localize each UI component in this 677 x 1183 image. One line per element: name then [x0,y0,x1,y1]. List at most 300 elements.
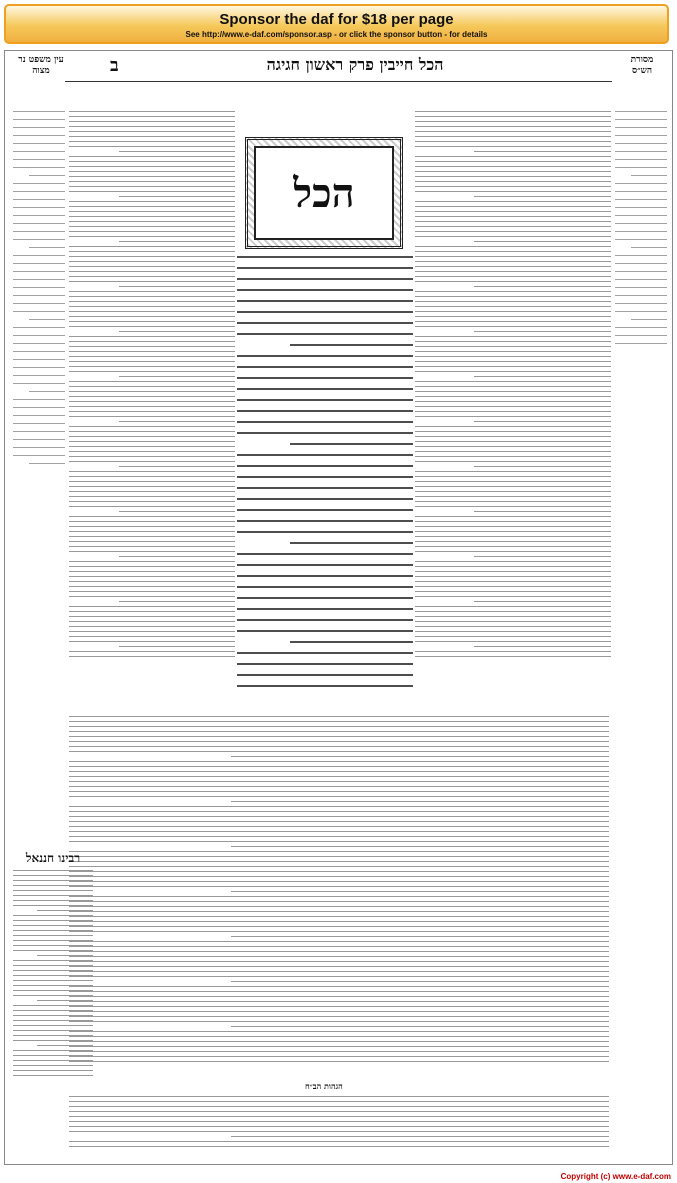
text-line [13,930,93,931]
text-line [13,1055,93,1056]
text-line [615,263,667,264]
text-line [415,406,611,407]
text-line [415,146,611,147]
text-line [415,276,611,277]
text-line [69,641,235,642]
text-line [69,291,235,292]
text-line [615,183,667,184]
text-line [415,411,611,412]
text-line [69,726,609,727]
text-line [415,616,611,617]
text-line [237,685,413,687]
text-line [69,251,235,252]
text-line [415,481,611,482]
text-line [69,381,235,382]
tosafot-column [69,111,235,709]
text-line [415,516,611,517]
text-line [615,127,667,128]
text-line [615,191,667,192]
text-line [13,975,93,976]
text-line [69,731,609,732]
text-line [69,471,235,472]
text-line [69,776,609,777]
text-line [69,651,235,652]
text-line [237,267,413,269]
text-line [415,531,611,532]
text-line [13,335,65,336]
text-line [13,191,65,192]
text-line [237,476,413,478]
text-line [415,216,611,217]
text-line [69,431,235,432]
text-line [13,965,93,966]
text-line [13,359,65,360]
text-line [119,511,235,512]
text-line [415,611,611,612]
text-line [69,281,235,282]
text-line [69,311,235,312]
text-line [615,167,667,168]
text-line [615,295,667,296]
text-line [119,646,235,647]
text-line [69,366,235,367]
text-line [69,481,235,482]
text-line [69,171,235,172]
text-line [615,215,667,216]
text-line [69,781,609,782]
folio-letter: ב [110,55,119,76]
text-line [69,166,235,167]
text-line [69,616,235,617]
text-line [615,119,667,120]
text-line [237,421,413,423]
text-line [13,239,65,240]
text-line [13,890,93,891]
text-line [415,441,611,442]
text-line [69,736,609,737]
text-line [415,261,611,262]
text-line [415,631,611,632]
text-line [29,391,65,392]
text-line [69,351,235,352]
text-line [615,159,667,160]
hagahot-footnotes [69,1096,609,1156]
text-line [69,406,235,407]
text-line [13,439,65,440]
text-line [69,176,235,177]
text-line [415,256,611,257]
text-line [69,956,609,957]
text-line [415,346,611,347]
text-line [415,311,611,312]
text-line [415,636,611,637]
text-line [13,1015,93,1016]
text-line [415,181,611,182]
text-line [13,905,93,906]
text-line [69,521,235,522]
text-line [13,423,65,424]
text-line [13,1030,93,1031]
text-line [13,1020,93,1021]
text-line [69,576,235,577]
text-line [237,597,413,599]
text-line [415,626,611,627]
text-line [13,215,65,216]
text-line [69,476,235,477]
text-line [69,586,235,587]
text-line [13,431,65,432]
text-line [415,271,611,272]
text-line [231,1136,609,1137]
text-line [415,361,611,362]
text-line [69,316,235,317]
text-line [13,311,65,312]
text-line [69,326,235,327]
text-line [290,443,413,445]
text-line [415,436,611,437]
text-line [13,143,65,144]
text-line [13,980,93,981]
text-line [237,619,413,621]
text-line [615,223,667,224]
text-line [13,135,65,136]
text-line [415,431,611,432]
text-line [69,896,609,897]
text-line [69,921,609,922]
text-line [615,207,667,208]
text-line [415,536,611,537]
text-line [13,287,65,288]
text-line [13,159,65,160]
text-line [13,119,65,120]
text-line [69,206,235,207]
text-line [415,651,611,652]
text-line [69,1146,609,1147]
text-line [69,416,235,417]
text-line [69,786,609,787]
rabbenu-chananel-title: רבינו חננאל [25,851,81,865]
text-line [13,960,93,961]
sponsor-title: Sponsor the daf for $18 per page [219,11,454,28]
text-line [474,556,611,557]
text-line [13,880,93,881]
text-line [13,1035,93,1036]
text-line [415,356,611,357]
text-line [69,996,609,997]
text-line [237,278,413,280]
text-line [415,526,611,527]
text-line [69,851,609,852]
text-line [415,111,611,112]
text-line [631,247,667,248]
text-line [237,652,413,654]
sponsor-subtitle[interactable]: See http://www.e-daf.com/sponsor.asp - or click the sponsor button - for details [185,30,488,39]
text-line [69,606,235,607]
opening-word-box [245,137,403,249]
text-line [69,811,609,812]
text-line [69,271,235,272]
text-line [615,327,667,328]
text-line [69,336,235,337]
text-line [69,301,235,302]
text-line [237,498,413,500]
text-line [69,656,235,657]
text-line [69,136,235,137]
text-line [237,377,413,379]
text-line [415,621,611,622]
text-line [13,900,93,901]
text-line [69,186,235,187]
text-line [13,351,65,352]
talmud-page [4,50,673,1165]
text-line [69,191,235,192]
text-line [69,306,235,307]
text-line [69,411,235,412]
text-line [69,1016,609,1017]
text-line [69,826,609,827]
text-line [415,521,611,522]
text-line [615,311,667,312]
text-line [69,386,235,387]
text-line [69,426,235,427]
text-line [13,151,65,152]
text-line [69,941,609,942]
text-line [69,321,235,322]
text-line [69,501,235,502]
text-line [615,343,667,344]
text-line [415,291,611,292]
text-line [231,756,609,757]
text-line [13,415,65,416]
text-line [474,241,611,242]
text-line [13,255,65,256]
text-line [69,596,235,597]
text-line [631,175,667,176]
text-line [474,646,611,647]
text-line [415,336,611,337]
text-line [13,935,93,936]
text-line [615,143,667,144]
text-line [69,146,235,147]
text-line [415,156,611,157]
text-line [13,945,93,946]
text-line [415,416,611,417]
text-line [69,546,235,547]
text-line [69,1121,609,1122]
text-line [415,306,611,307]
text-line [415,191,611,192]
text-line [415,501,611,502]
text-line [237,333,413,335]
text-line [237,410,413,412]
text-line [13,183,65,184]
text-line [415,581,611,582]
text-line [69,436,235,437]
text-line [13,223,65,224]
text-line [415,131,611,132]
text-line [237,311,413,313]
text-line [13,447,65,448]
text-line [69,901,609,902]
text-line [69,831,609,832]
text-line [415,236,611,237]
text-line [69,526,235,527]
page-header-title: הכל חייבין פרק ראשון חגיגה [266,55,444,74]
text-line [69,971,609,972]
rashi-column [415,111,611,709]
text-line [13,870,93,871]
text-line [13,399,65,400]
text-line [415,426,611,427]
text-line [237,630,413,632]
text-line [69,361,235,362]
copyright-notice[interactable]: Copyright (c) www.e-daf.com [560,1172,671,1181]
text-line [415,596,611,597]
text-line [13,1075,93,1076]
text-line [415,491,611,492]
text-line [415,591,611,592]
text-line [69,1001,609,1002]
text-line [415,476,611,477]
text-line [69,626,235,627]
text-line [69,1101,609,1102]
text-line [69,1006,609,1007]
text-line [69,256,235,257]
text-line [13,940,93,941]
text-line [615,135,667,136]
text-line [415,461,611,462]
text-line [69,866,609,867]
text-line [69,741,609,742]
text-line [69,1096,609,1097]
text-line [69,156,235,157]
text-line [415,446,611,447]
text-line [119,556,235,557]
text-line [237,399,413,401]
text-line [69,1141,609,1142]
text-line [69,906,609,907]
text-line [474,601,611,602]
text-line [119,151,235,152]
text-line [69,591,235,592]
text-line [415,576,611,577]
text-line [615,151,667,152]
text-line [69,451,235,452]
text-line [69,986,609,987]
text-line [237,355,413,357]
text-line [13,407,65,408]
text-line [69,841,609,842]
text-line [69,771,609,772]
masoret-hashas-label: מסורת הש״ס [630,55,654,76]
text-line [29,247,65,248]
text-line [69,1106,609,1107]
text-line [69,966,609,967]
text-line [415,326,611,327]
text-line [290,641,413,643]
text-line [13,127,65,128]
text-line [474,466,611,467]
text-line [69,631,235,632]
text-line [119,421,235,422]
text-line [415,121,611,122]
text-line [69,561,235,562]
ein-mishpat-label: עין משפט נר מצוה [18,55,64,76]
text-line [415,126,611,127]
text-line [231,846,609,847]
text-line [69,1116,609,1117]
text-line [13,303,65,304]
masoret-column [615,111,667,711]
text-line [415,351,611,352]
text-line [415,541,611,542]
text-line [69,1051,609,1052]
text-line [415,396,611,397]
text-line [69,636,235,637]
text-line [415,496,611,497]
text-line [237,366,413,368]
text-line [69,246,235,247]
text-line [415,571,611,572]
text-line [119,376,235,377]
text-line [415,301,611,302]
text-line [13,295,65,296]
text-line [69,131,235,132]
text-line [13,1050,93,1051]
text-line [69,881,609,882]
text-line [415,171,611,172]
rabbenu-chananel-column [13,851,93,1081]
text-line [415,551,611,552]
text-line [69,181,235,182]
text-line [69,1011,609,1012]
text-line [415,546,611,547]
text-line [37,1000,93,1001]
text-line [69,1021,609,1022]
text-line [631,319,667,320]
text-line [13,875,93,876]
text-line [69,441,235,442]
sponsor-banner[interactable] [4,4,669,44]
text-line [69,746,609,747]
text-line [415,341,611,342]
text-line [69,516,235,517]
text-line [119,331,235,332]
text-line [69,871,609,872]
text-line [13,990,93,991]
text-line [415,166,611,167]
text-line [13,263,65,264]
text-line [474,151,611,152]
text-line [69,751,609,752]
text-line [13,925,93,926]
text-line [13,367,65,368]
gemara-main-text [237,256,413,706]
text-line [69,461,235,462]
opening-word: הכל [254,146,394,240]
text-line [415,656,611,657]
text-line [13,167,65,168]
text-line [69,806,609,807]
text-line [69,141,235,142]
text-line [415,586,611,587]
text-line [237,432,413,434]
text-line [69,531,235,532]
text-line [237,575,413,577]
text-line [69,266,235,267]
text-line [474,376,611,377]
text-line [69,121,235,122]
